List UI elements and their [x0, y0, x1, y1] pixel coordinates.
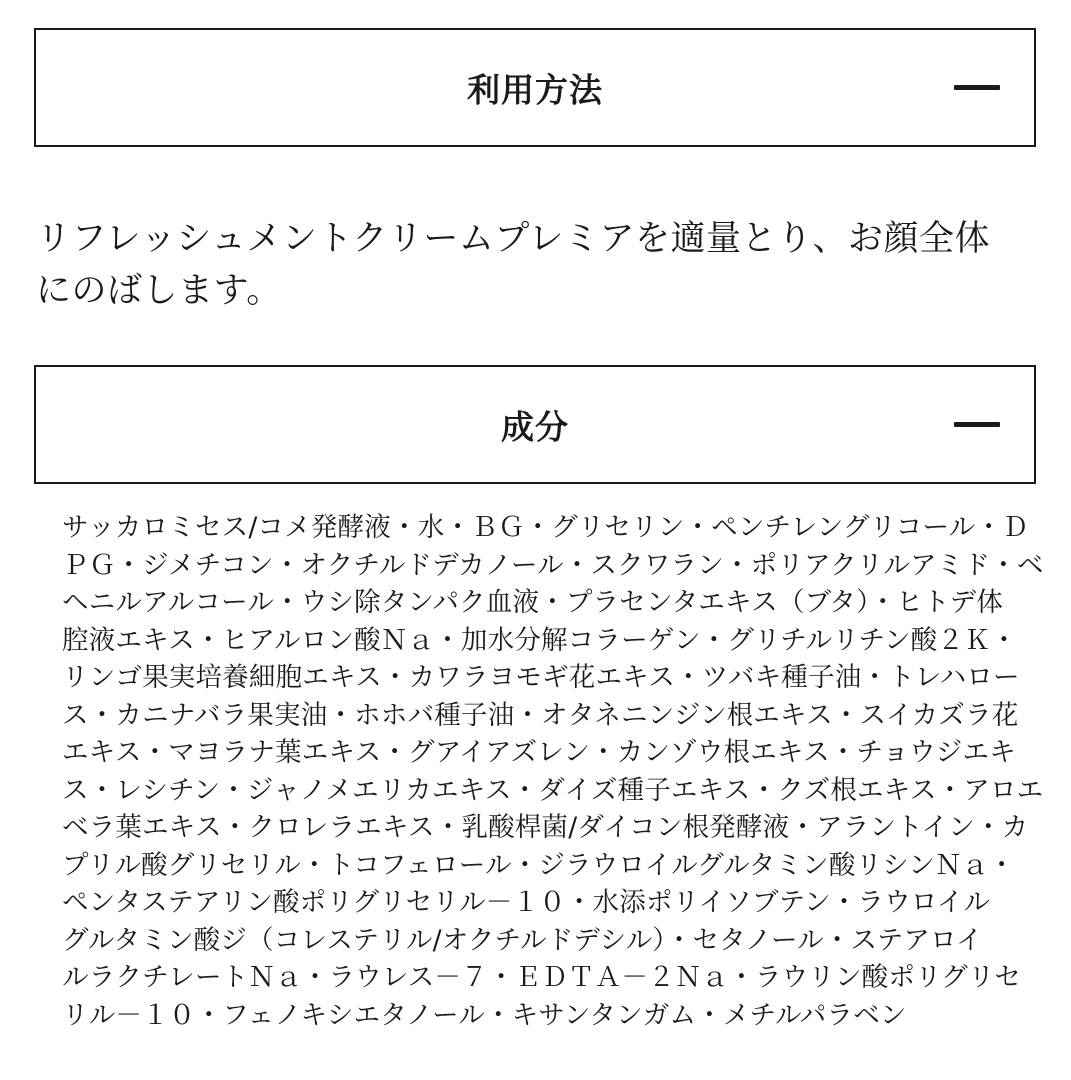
ingredients-accordion-header[interactable] — [34, 365, 1036, 484]
ingredients-line: ヘニルアルコール・ウシ除タンパク血液・プラセンタエキス（ブタ）・ヒトデ体 — [62, 587, 1004, 618]
ingredients-line: エキス・マヨラナ葉エキス・グアイアズレン・カンゾウ根エキス・チョウジエキ — [62, 737, 1016, 768]
usage-line: リフレッシュメントクリームプレミアを適量とり、お顔全体 — [36, 219, 990, 259]
usage-accordion-header[interactable] — [34, 28, 1036, 147]
usage-line: にのばします。 — [36, 271, 282, 311]
ingredients-line: 腔液エキス・ヒアルロン酸Ｎａ・加水分解コラーゲン・グリチルリチン酸２Ｋ・ — [62, 624, 1018, 656]
ingredients-section-title: 成分 — [501, 407, 569, 446]
usage-section-title: 利用方法 — [467, 70, 603, 109]
ingredients-line: ペンタステアリン酸ポリグリセリル－１０・水添ポリイソブテン・ラウロイル — [62, 887, 991, 918]
ingredients-line: ス・レシチン・ジャノメエリカエキス・ダイズ種子エキス・クズ根エキス・アロエ — [62, 774, 1044, 806]
ingredients-line: リル－１０・フェノキシエタノール・キサンタンガム・メチルパラベン — [62, 999, 907, 1031]
ingredients-list — [62, 509, 1044, 1034]
ingredients-line: リンゴ果実培養細胞エキス・カワラヨモギ花エキス・ツバキ種子油・トレハロー — [62, 662, 1020, 693]
ingredients-line: ルラクチレートＮａ・ラウレス－７・ＥＤＴＡ－２Ｎａ・ラウリン酸ポリグリセ — [62, 962, 1022, 993]
ingredients-line: ＰＧ・ジメチコン・オクチルドデカノール・スクワラン・ポリアクリルアミド・ベ — [62, 549, 1044, 581]
ingredients-line: ベラ葉エキス・クロレラエキス・乳酸桿菌/ダイコン根発酵液・アラントイン・カ — [62, 812, 1029, 843]
minus-icon[interactable] — [954, 422, 1000, 427]
usage-instructions — [36, 213, 1036, 317]
ingredients-line: プリル酸グリセリル・トコフェロール・ジラウロイルグルタミン酸リシンＮａ・ — [62, 849, 1016, 881]
ingredients-line: サッカロミセス/コメ発酵液・水・ＢＧ・グリセリン・ペンチレングリコール・Ｄ — [62, 512, 1029, 543]
ingredients-line: グルタミン酸ジ（コレステリル/オクチルドデシル）・セタノール・ステアロイ — [62, 924, 983, 956]
minus-icon[interactable] — [954, 85, 1000, 90]
ingredients-line: ス・カニナバラ果実油・ホホバ種子油・オタネニンジン根エキス・スイカズラ花 — [62, 699, 1019, 731]
